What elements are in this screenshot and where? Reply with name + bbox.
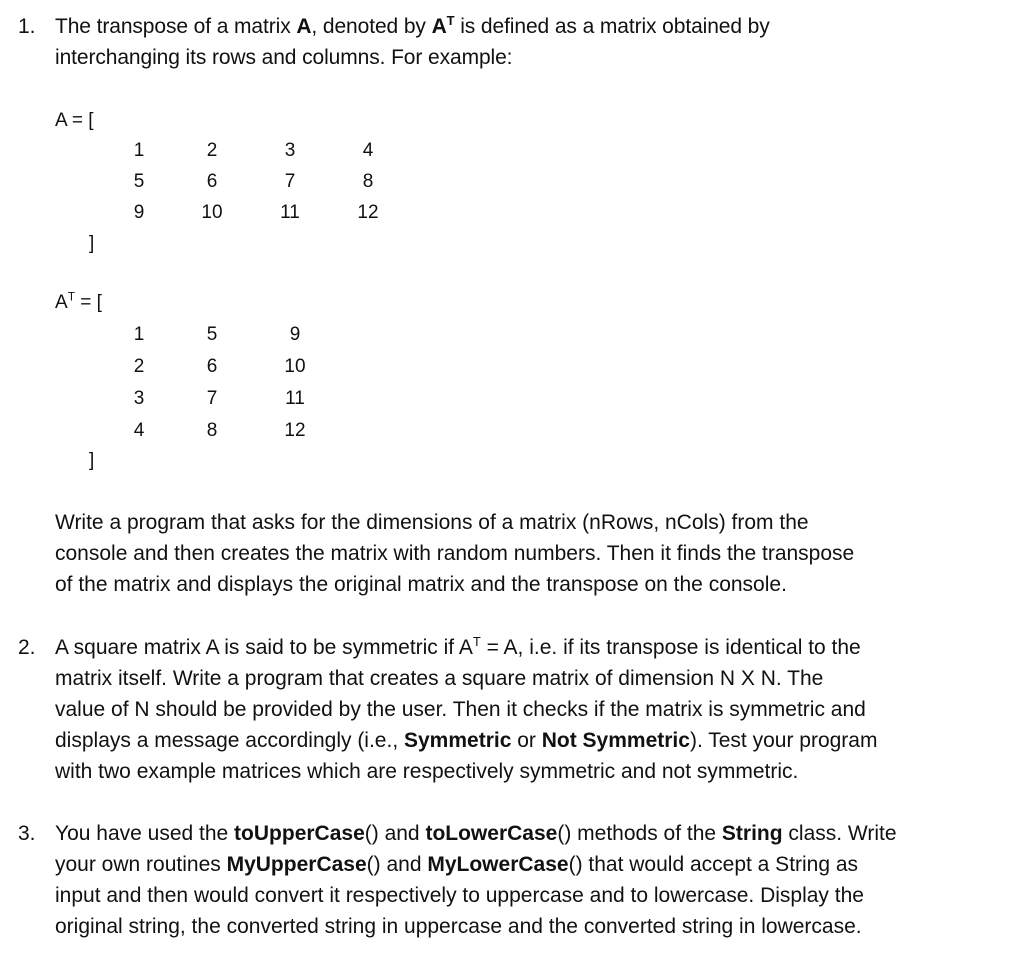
matrix-a-cell: 9 <box>133 202 145 223</box>
matrix-at-cell: 11 <box>285 388 305 409</box>
matrix-a-label: A = [ <box>55 110 94 131</box>
q1-number: 1. <box>18 15 36 38</box>
matrix-at-cell: 2 <box>133 356 145 377</box>
matrix-a-cell: 12 <box>357 202 379 223</box>
matrix-at-cell: 5 <box>206 324 218 345</box>
q2-paragraph: A square matrix A is said to be symmetric if $A^T = A$, i.e. if its transpose is identical to the matrix itself. Write a program that creates a square matrix of dimension N X N. The value of N should be provided by the user. Then it checks if the matrix is symmetric and displays a message accordingly (i.e., Symmetric or Not Symmetric). Test your program with two example matrices which are respectively symmetric and not symmetric. <box>55 634 878 783</box>
matrix-a-cell: 2 <box>206 140 218 161</box>
q3-number: 3. <box>18 822 36 845</box>
matrix-a-cell: 3 <box>284 140 296 161</box>
matrix-at-cell: 9 <box>289 324 301 345</box>
matrix-at-cell: 7 <box>206 388 218 409</box>
q1-line-2: interchanging its rows and columns. For example: <box>55 46 513 69</box>
matrix-a-cell: 5 <box>133 171 145 192</box>
matrix-at-cell: 1 <box>133 324 145 345</box>
matrix-a-cell: 8 <box>362 171 374 192</box>
q3-paragraph: You have used the toUpperCase() and toLowerCase() methods of the String class. Write your own routines MyUpperCase() and MyLowerCase() that would accept a String as input and then would convert it respectively to uppercase and to lowercase. Display the original string, the converted string in uppercase and the converted string in lowercase. <box>55 822 897 938</box>
matrix-a-cell: 10 <box>201 202 223 223</box>
q1-line-1: The transpose of a matrix A, denoted by $A^T$ is defined as a matrix obtained by <box>55 13 770 38</box>
matrix-at-cell: 12 <box>284 420 306 441</box>
matrix-at-cell: 8 <box>206 420 218 441</box>
matrix-a-cell: 4 <box>362 140 374 161</box>
matrix-a-cell: 6 <box>206 171 218 192</box>
matrix-at-cell: 3 <box>133 388 145 409</box>
matrix-a-cell: 1 <box>133 140 145 161</box>
matrix-at-label: $A^T$ = [ <box>55 289 102 313</box>
matrix-at-cell: 6 <box>206 356 218 377</box>
matrix-at-close-bracket: ] <box>89 450 95 471</box>
matrix-a-cell: 11 <box>280 202 300 223</box>
matrix-at-cell: 10 <box>284 356 306 377</box>
q1-task-paragraph: Write a program that asks for the dimensions of a matrix (nRows, nCols) from the console and then creates the matrix with random numbers. Then it finds the transpose of the matrix and displays the original matrix and the transpose on the console. <box>55 511 855 596</box>
matrix-a-close-bracket: ] <box>89 233 95 254</box>
matrix-at-cell: 4 <box>133 420 145 441</box>
matrix-a-cell: 7 <box>284 171 296 192</box>
q2-number: 2. <box>18 636 36 659</box>
